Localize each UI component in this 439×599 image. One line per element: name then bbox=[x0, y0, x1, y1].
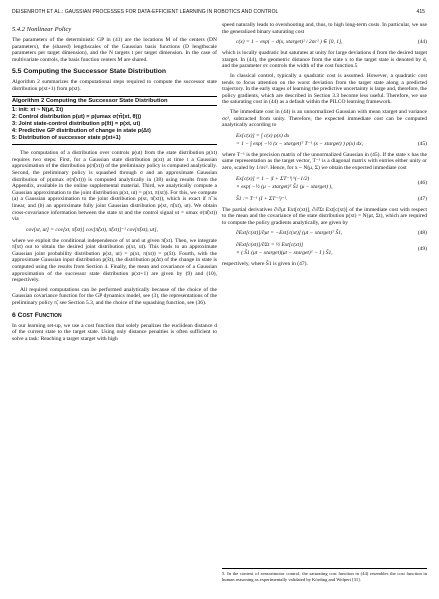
algorithm-line: 1: init: xt ~ N(μt, Σt) bbox=[12, 107, 64, 114]
footnote bbox=[222, 568, 427, 582]
algorithm-title: Algorithm 2 Computing the Successor State Distribution bbox=[12, 98, 217, 107]
equation-48 bbox=[222, 229, 427, 237]
equation-number: (44) bbox=[417, 39, 427, 46]
paragraph: The computation of a distribution over controls p(ut) from the state distribution p(xt) requires two steps: First, for a Gaussian state distribution p(xt) at time t a Gaussian approximation of the distribution p(π̃(xt)) of the preliminary policy is computed analytically. Second, the preliminary policy is squashed through σ and an approximate Gaussian distribution of p(umax σ(π̃(xt))) is computed analytically in (38) using results from the Appendix, available in the online supplemental material. Third, we analytically compute a Gaussian approximation to the joint distribution p(xt, ut) = p(xt, π(xt)). For this, we compute (a) a Gaussian approximation to the joint distribution p(xt, π̃(xt)), which is exact if π̃ is linear, and (b) an approximate fully joint Gaussian distribution p(xt, π̃(xt), ut). We obtain cross-covariance information between the state xt and the control signal ut = umax σ(π̃(xt)) via bbox=[12, 150, 217, 223]
right-column bbox=[222, 22, 427, 271]
equation-number: (45) bbox=[417, 140, 427, 147]
algorithm-line: 3: Joint state-control distribution p(x̃t) = p(xt, ut) bbox=[12, 121, 141, 128]
paragraph: The parameters of the deterministic GP in (41) are the locations M of the centers (DN parameters), the (shared) lengthscales of the Gaussian basis functions (D lengthscale parameters per target dimension), and the N targets t per target dimension. In the case of multivariate controls, the basis function centers M are shared. bbox=[12, 37, 217, 63]
algorithm-line: 5: Distribution of successor state p(xt+1) bbox=[12, 135, 121, 142]
section-5-5-heading: 5.5 Computing the Successor State Distribution bbox=[12, 68, 167, 76]
equation-number: (47) bbox=[417, 195, 427, 202]
equation-number: (49) bbox=[417, 246, 427, 253]
equation-number: (46) bbox=[417, 179, 427, 186]
equation-covariance: cov[xt, ut] = cov[xt, π̃(xt)] cov[π̃(xt), π̃(xt)]⁻¹ cov[π̃(xt), ut], bbox=[26, 226, 158, 233]
paragraph: respectively, where S̃1 is given in (47). bbox=[222, 261, 308, 268]
equation-47 bbox=[222, 195, 427, 203]
equation-49 bbox=[222, 241, 427, 257]
equation-46 bbox=[222, 175, 427, 191]
running-title: DEISENROTH ET AL.: GAUSSIAN PROCESSES FOR DATA-EFFICIENT LEARNING IN ROBOTICS AND CONTROL bbox=[12, 9, 279, 15]
equation-44-body: c(x) = 1 − exp( − d(x, xtarget)² / 2σc² ) ∈ [0, 1], bbox=[236, 39, 343, 46]
paragraph: In our learning set-up, we use a cost function that solely penalizes the euclidean distance d of the current state to the target state. Using only distance penalties is often sufficient to solve a task: Reaching a target xtarget with high bbox=[12, 322, 217, 342]
equation-47-body: S̃1 := T⁻¹ (I + ΣT⁻¹)⁻¹. bbox=[236, 195, 288, 202]
paragraph: Algorithm 2 summarizes the computational steps required to compute the successor state distribution p(xt+1) from p(xt). bbox=[12, 79, 217, 92]
equation-49-line-1: ∂Ext[c(xt)]/∂Σt = ½ Ext[c(xt)] bbox=[236, 242, 304, 249]
equation-48-body: ∂Ext[c(xt)]/∂μt = −Ext[c(xt)] (μt − xtarget)ᵀ S̃1, bbox=[236, 230, 343, 237]
footnote-text: 5. In the context of sensorimotor control, the saturating cost function in (44) resembles the cost function in human reasoning as experimentally validated by Körding and Wolpert [31]. bbox=[222, 571, 427, 582]
equation-44 bbox=[222, 38, 427, 46]
paragraph: speed naturally leads to overshooting and, thus, to high long-term costs. In particular, we use the generalized binary saturating cost bbox=[222, 22, 427, 35]
algorithm-line: 4: Predictive GP distribution of change in state p(Δt) bbox=[12, 128, 151, 135]
paragraph: which is locally quadratic but saturates at unity for large deviations d from the desired target xtarget. In (44), the geometric distance from the state x to the target state is denoted by d, and the parameter σc controls the width of the cost function.5 bbox=[222, 50, 427, 70]
equation-number: (48) bbox=[417, 230, 427, 237]
section-5-4-2-heading: 5.4.2 Nonlinear Policy bbox=[12, 26, 72, 33]
equation-45-line-2: = 1 − ∫ exp( −½ (x − xtarget)ᵀ T⁻¹ (x − xtarget) ) p(x) dx, bbox=[236, 140, 363, 147]
page-number: 415 bbox=[416, 9, 425, 15]
equation-46-line-2: × exp( −½ (μ − xtarget)ᵀ S̃1 (μ − xtarget) ), bbox=[236, 183, 333, 190]
paragraph: The immediate cost in (44) is an unnormalized Gaussian with mean xtarget and variance σc², subtracted from unity. Therefore, the expected immediate cost can be computed analytically according to bbox=[222, 108, 427, 129]
paragraph: The partial derivatives ∂/∂μt Ext[c(xt)], ∂/∂Σt Ext[c(xt)] of the immediate cost with respect to the mean and the covariance of the state distribution p(xt) = N(μt, Σt), which are required to compute the policy gradients analytically, are given by bbox=[222, 206, 427, 226]
algorithm-box bbox=[12, 96, 217, 146]
equation-45-line-1: Ex[c(x)] = ∫ c(x) p(x) dx bbox=[236, 132, 290, 139]
equation-49-line-2: × ( S̃1 (μt − xtarget)(μt − xtarget)ᵀ − I ) S̃1, bbox=[236, 250, 333, 257]
paragraph: where we exploit the conditional independence of xt and ut given π̃(xt). Then, we integrate π̃(xt) out to obtain the desired joint distribution p(xt, ut). This leads to an approximate Gaussian joint probability distribution p(xt, ut) = p(xt, π(xt)) = p(x̃t). Fourth, with the approximate Gaussian input distribution p(x̃t), the distribution p(Δt) of the change in state is computed using the results from Section 4. Finally, the mean and covariance of a Gaussian approximation of the successor state distribution p(xt+1) are given by (9) and (10), respectively. bbox=[12, 237, 217, 284]
paragraph: where T⁻¹ is the precision matrix of the unnormalized Gaussian in (45). If the state x has the same representation as the target vector, T⁻¹ is a diagonal matrix with entries either unity or zero, scaled by 1/σc². Hence, for x ~ N(μ, Σ) we obtain the expected immediate cost bbox=[222, 151, 427, 171]
left-column bbox=[12, 22, 217, 345]
paragraph: In classical control, typically a quadratic cost is assumed. However, a quadratic cost tends to focus attention on the worst deviation from the target state along a predicted trajectory. In the early stages of learning the predictive uncertainty is large and, therefore, the policy gradients, which are described in Section 3.3 become less useful. Therefore, we use the saturating cost in (44) as a default within the PILCO learning framework. bbox=[222, 72, 427, 106]
running-header bbox=[12, 9, 425, 17]
paragraph: All required computations can be performed analytically because of the choice of the Gaussian covariance function for the GP dynamics model, see (3), the representations of the preliminary policy π̃, see Section 5.3, and the choice of the squashing function, see (36). bbox=[12, 286, 217, 307]
equation-46-line-1: Ex[c(x)] = 1 − |I + ΣT⁻¹|^(−1/2) bbox=[236, 175, 310, 182]
equation-45 bbox=[222, 132, 427, 148]
section-6-heading: 6 Cost Function bbox=[12, 311, 62, 319]
algorithm-line: 2: Control distribution p(ut) = p(umax σ(π̃(xt, θ))) bbox=[12, 114, 142, 121]
